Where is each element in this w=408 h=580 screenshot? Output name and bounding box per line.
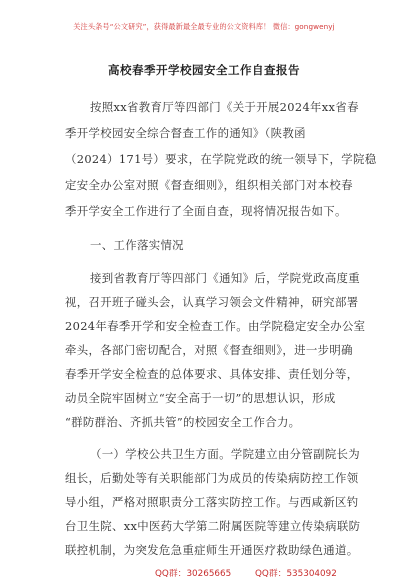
body-line: “群防群治、齐抓共管”的校园安全工作合力。 (65, 415, 301, 429)
body-line: 季开学校园安全综合督查工作的通知》（陕教函 (65, 126, 306, 140)
body-line: 联控机制，为突发危急重症师生开通医疗救助绿色通道。 (65, 543, 359, 557)
body-line: 动员全院牢固树立“安全高于一切”的思想认识，形成 (65, 391, 336, 405)
body-line: 台卫生院、xx中医药大学第二附属医院等建立传染病联防 (65, 519, 361, 533)
top-banner: 关注头条号“公文研究”，获得最新最全最专业的公文资料库！ 微信：gongwenyj (73, 22, 335, 31)
footer-qq-group-1: QQ群：30265665 (155, 569, 232, 579)
body-line: （2024）171号）要求，在学院党政的统一领导下，学院稳 (65, 152, 377, 166)
section-heading: 一、工作落实情况 (90, 238, 184, 252)
body-line: 视，召开班子碰头会，认真学习领会文件精神，研究部署 (65, 295, 359, 309)
body-line: 接到省教育厅等四部门《通知》后，学院党政高度重 (90, 271, 361, 285)
body-line: 2024年春季开学和安全检查工作。由学院稳定安全办公室 (65, 319, 366, 333)
body-line: 牵头，各部门密切配合，对照《督查细则》，进一步明确 (65, 343, 353, 357)
body-line: 春季开学安全检查的总体要求、具体安排、责任划分等， (65, 367, 359, 381)
document-title: 高校春季开学校园安全工作自查报告 (108, 63, 300, 77)
body-line: 按照xx省教育厅等四部门《关于开展2024年xx省春 (90, 100, 359, 114)
subsection-line: （一）学校公共卫生方面。学院建立由分管副院长为 (90, 447, 361, 461)
footer-qq-group-2: QQ群：535304092 (255, 569, 337, 579)
body-line: 导小组，严格对照职责分工落实防控工作。与西咸新区钓 (65, 495, 359, 509)
body-line: 定安全办公室对照《督查细则》，组织相关部门对本校春 (65, 178, 353, 192)
body-line: 季开学安全工作进行了全面自查，现将情况报告如下。 (65, 204, 347, 218)
body-line: 组长，后勤处等有关职能部门为成员的传染病防控工作领 (65, 471, 359, 485)
